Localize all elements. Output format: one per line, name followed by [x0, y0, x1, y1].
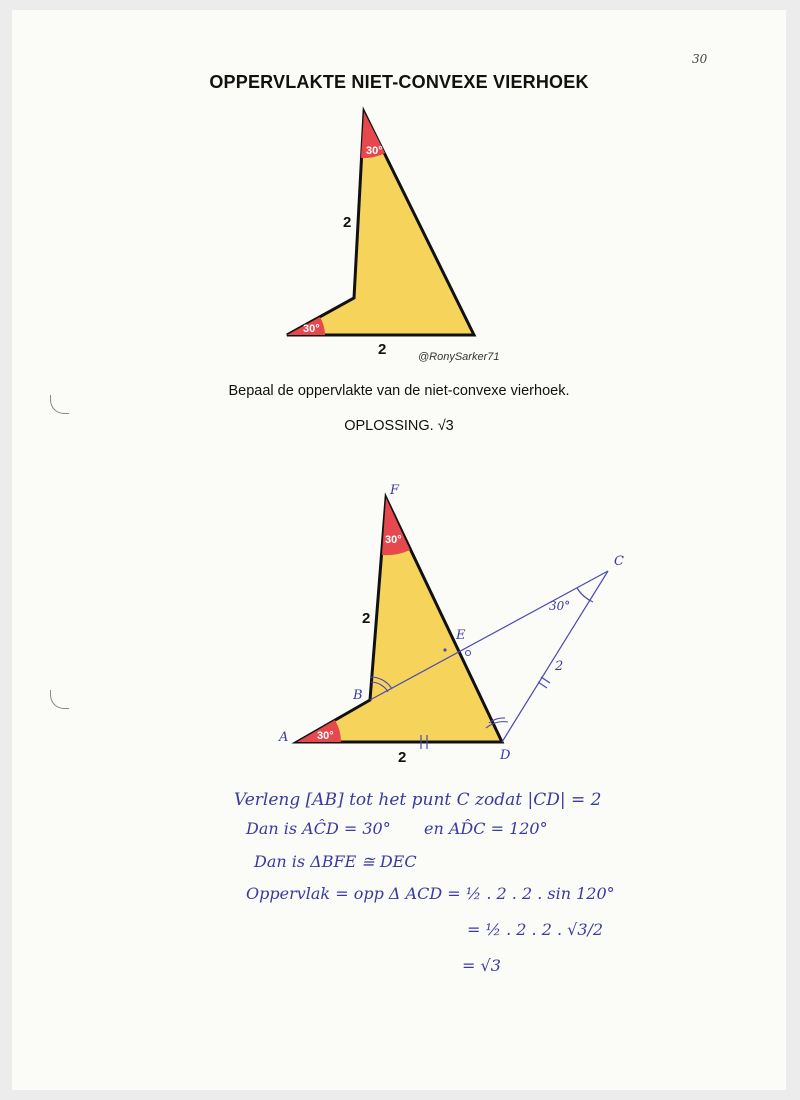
hand-line-3: Dan is ΔBFE ≅ DEC — [254, 852, 417, 871]
side-label-left: 2 — [343, 214, 352, 231]
point-label-d: D — [500, 748, 511, 763]
angle-mark-top — [382, 498, 410, 555]
handwritten-solution — [234, 790, 615, 975]
angle-label-top: 30° — [385, 534, 402, 546]
side-label-left: 2 — [362, 610, 371, 627]
question-text: Bepaal de oppervlakte van de niet-convexe vierhoek. — [228, 383, 570, 399]
watermark: @RonySarker71 — [418, 351, 500, 363]
point-label-b: B — [353, 688, 363, 703]
point-label-a: A — [279, 730, 289, 745]
solution-value: √3 — [437, 418, 454, 434]
angle-dot-e — [443, 648, 446, 651]
solution-line — [12, 418, 786, 434]
angle-label-left: 30° — [317, 730, 334, 742]
side-label-cd: 2 — [555, 659, 564, 674]
hand-line-6: = √3 — [462, 956, 501, 975]
hand-line-2a: Dan is AĈD = 30° — [246, 819, 391, 838]
hand-line-2b: en AD̂C = 120° — [424, 819, 548, 838]
page-sheet — [12, 10, 786, 1090]
hand-line-4: Oppervlak = opp Δ ACD = ½ . 2 . 2 . sin 120° — [246, 884, 615, 903]
figure-1 — [287, 112, 499, 363]
angle-label-c: 30° — [549, 599, 571, 613]
tick-mark-cd-2 — [538, 682, 547, 688]
point-label-c: C — [614, 554, 624, 569]
point-label-e: E — [456, 628, 466, 643]
angle-circle-e — [466, 651, 471, 656]
segment-cd — [502, 571, 608, 742]
figures-canvas — [12, 10, 786, 1090]
page-title: OPPERVLAKTE NIET-CONVEXE VIERHOEK — [209, 72, 589, 92]
angle-label-top: 30° — [366, 145, 383, 157]
side-label-bottom: 2 — [378, 341, 387, 358]
point-label-f: F — [390, 483, 400, 498]
angle-label-left: 30° — [303, 323, 320, 335]
hand-line-1: Verleng [AB] tot het punt C zodat |CD| = 2 — [234, 790, 602, 810]
figure-2 — [278, 483, 624, 766]
tick-mark-cd — [541, 677, 550, 683]
solution-label: OPLOSSING. — [344, 418, 434, 434]
hand-line-5: = ½ . 2 . 2 . √3/2 — [467, 920, 604, 939]
page-number: 30 — [692, 52, 708, 66]
side-label-bottom: 2 — [398, 749, 407, 766]
